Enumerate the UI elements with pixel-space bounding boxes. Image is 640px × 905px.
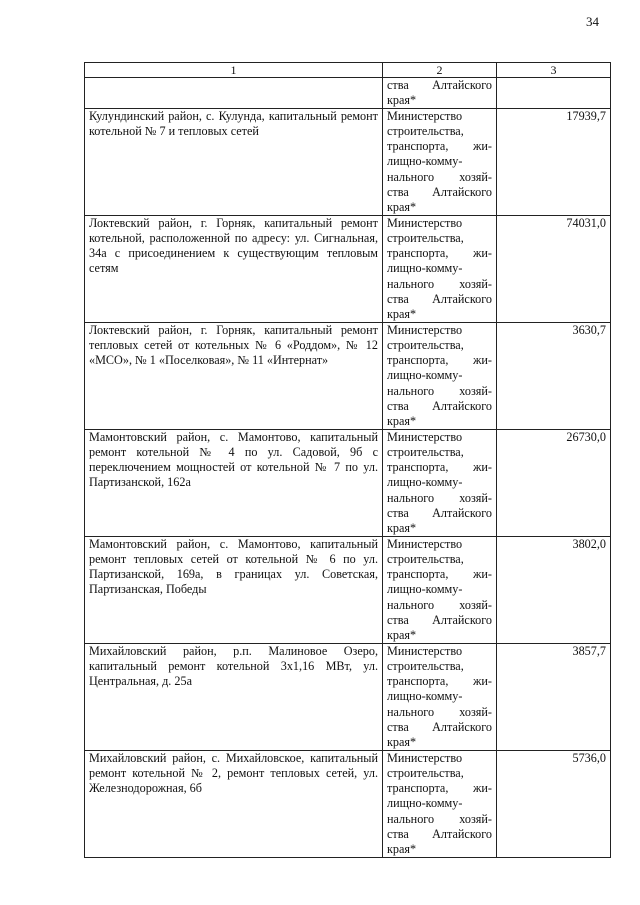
responsible-agency	[383, 751, 497, 858]
responsible-line: транспорта, жи-	[387, 781, 492, 796]
amount-value: 5736,0	[497, 751, 611, 858]
responsible-line: строительства,	[387, 124, 464, 139]
responsible-line: нального хозяй-	[387, 704, 492, 719]
project-description: Локтевский район, г. Горняк, капитальный ремонт котельной, расположенной по адресу: ул. Сигнальная, 34а с присоединением к существующим тепловым сетям	[85, 216, 383, 323]
responsible-line: края*	[387, 306, 417, 321]
responsible-line: строительства,	[387, 338, 464, 353]
responsible-line: ства Алтайского	[387, 612, 492, 627]
responsible-line: нального хозяй-	[387, 169, 492, 184]
responsible-line: транспорта, жи-	[387, 567, 492, 582]
table-row	[85, 537, 611, 644]
responsible-line: Министерство	[387, 644, 463, 659]
responsible-line: ства Алтайского	[387, 78, 492, 92]
responsible-line: Министерство	[387, 537, 463, 552]
responsible-line: строительства,	[387, 445, 464, 460]
responsible-agency	[383, 323, 497, 430]
responsible-line: края*	[387, 520, 417, 535]
responsible-line: лищно-комму-	[387, 261, 463, 276]
responsible-line: строительства,	[387, 552, 464, 567]
responsible-line: транспорта, жи-	[387, 674, 492, 689]
page-number: 34	[586, 14, 599, 29]
responsible-line: строительства,	[387, 231, 464, 246]
project-description: Михайловский район, с. Михайловское, капитальный ремонт котельной № 2, ремонт тепловых сетей, ул. Железнодорожная, 6б	[85, 751, 383, 858]
table-body	[85, 78, 611, 858]
amount-value: 3630,7	[497, 323, 611, 430]
project-description: Михайловский район, р.п. Малиновое Озеро, капитальный ремонт котельной 3х1,16 МВт, ул. Центральная, д. 25а	[85, 644, 383, 751]
responsible-line: нального хозяй-	[387, 276, 492, 291]
responsible-line: Министерство	[387, 430, 463, 445]
responsible-agency	[383, 537, 497, 644]
responsible-line: края*	[387, 734, 417, 749]
continuation-row	[85, 78, 611, 109]
continuation-description-cell	[85, 78, 383, 109]
responsible-line: края*	[387, 93, 417, 108]
responsible-line: ства Алтайского	[387, 184, 492, 199]
responsible-line: транспорта, жи-	[387, 139, 492, 154]
table-header	[85, 63, 611, 78]
amount-value: 26730,0	[497, 430, 611, 537]
responsible-line: ства Алтайского	[387, 826, 492, 841]
responsible-line: Министерство	[387, 751, 463, 766]
responsible-line: строительства,	[387, 766, 464, 781]
column-header-1: 1	[85, 63, 383, 78]
responsible-line: нального хозяй-	[387, 383, 492, 398]
table-row	[85, 323, 611, 430]
responsible-line: края*	[387, 627, 417, 642]
table-row	[85, 430, 611, 537]
responsible-line: края*	[387, 413, 417, 428]
responsible-agency	[383, 216, 497, 323]
project-description: Кулундинский район, с. Кулунда, капитальный ремонт котельной № 7 и тепловых сетей	[85, 109, 383, 216]
responsible-line: нального хозяй-	[387, 490, 492, 505]
amount-value: 3857,7	[497, 644, 611, 751]
responsible-line: нального хозяй-	[387, 811, 492, 826]
responsible-line: края*	[387, 841, 417, 856]
responsible-line: ства Алтайского	[387, 719, 492, 734]
continuation-amount-cell	[497, 78, 611, 109]
table-row	[85, 751, 611, 858]
table-row	[85, 109, 611, 216]
project-description: Мамонтовский район, с. Мамонтово, капитальный ремонт котельной № 4 по ул. Садовой, 9б с переключением мощностей от котельной № 7 по ул. Партизанской, 162а	[85, 430, 383, 537]
responsible-agency	[383, 644, 497, 751]
responsible-line: транспорта, жи-	[387, 353, 492, 368]
responsible-line: края*	[387, 199, 417, 214]
responsible-line: лищно-комму-	[387, 582, 463, 597]
amount-value: 3802,0	[497, 537, 611, 644]
project-description: Мамонтовский район, с. Мамонтово, капитальный ремонт тепловых сетей от котельной № 6 по ул. Партизанской, 169а, в границах ул. Советская, Партизанская, Победы	[85, 537, 383, 644]
responsible-line: строительства,	[387, 659, 464, 674]
project-description: Локтевский район, г. Горняк, капитальный ремонт тепловых сетей от котельных № 6 «Роддом», № 12 «МСО», № 1 «Поселковая», № 11 «Интернат»	[85, 323, 383, 430]
responsible-line: ства Алтайского	[387, 291, 492, 306]
responsible-line: Министерство	[387, 109, 463, 124]
table-row	[85, 644, 611, 751]
responsible-line: нального хозяй-	[387, 597, 492, 612]
table-row	[85, 216, 611, 323]
responsible-line: лищно-комму-	[387, 368, 463, 383]
amount-value: 17939,7	[497, 109, 611, 216]
responsible-agency	[383, 430, 497, 537]
budget-table	[84, 62, 611, 858]
responsible-line: ства Алтайского	[387, 398, 492, 413]
responsible-agency	[383, 109, 497, 216]
responsible-line: Министерство	[387, 323, 463, 338]
responsible-line: лищно-комму-	[387, 796, 463, 811]
responsible-line: транспорта, жи-	[387, 246, 492, 261]
responsible-line: лищно-комму-	[387, 154, 463, 169]
responsible-line: ства Алтайского	[387, 505, 492, 520]
column-header-2: 2	[383, 63, 497, 78]
responsible-line: транспорта, жи-	[387, 460, 492, 475]
responsible-line: Министерство	[387, 216, 463, 231]
responsible-line: лищно-комму-	[387, 475, 463, 490]
continuation-responsible-cell	[383, 78, 497, 109]
column-header-3: 3	[497, 63, 611, 78]
responsible-line: лищно-комму-	[387, 689, 463, 704]
amount-value: 74031,0	[497, 216, 611, 323]
